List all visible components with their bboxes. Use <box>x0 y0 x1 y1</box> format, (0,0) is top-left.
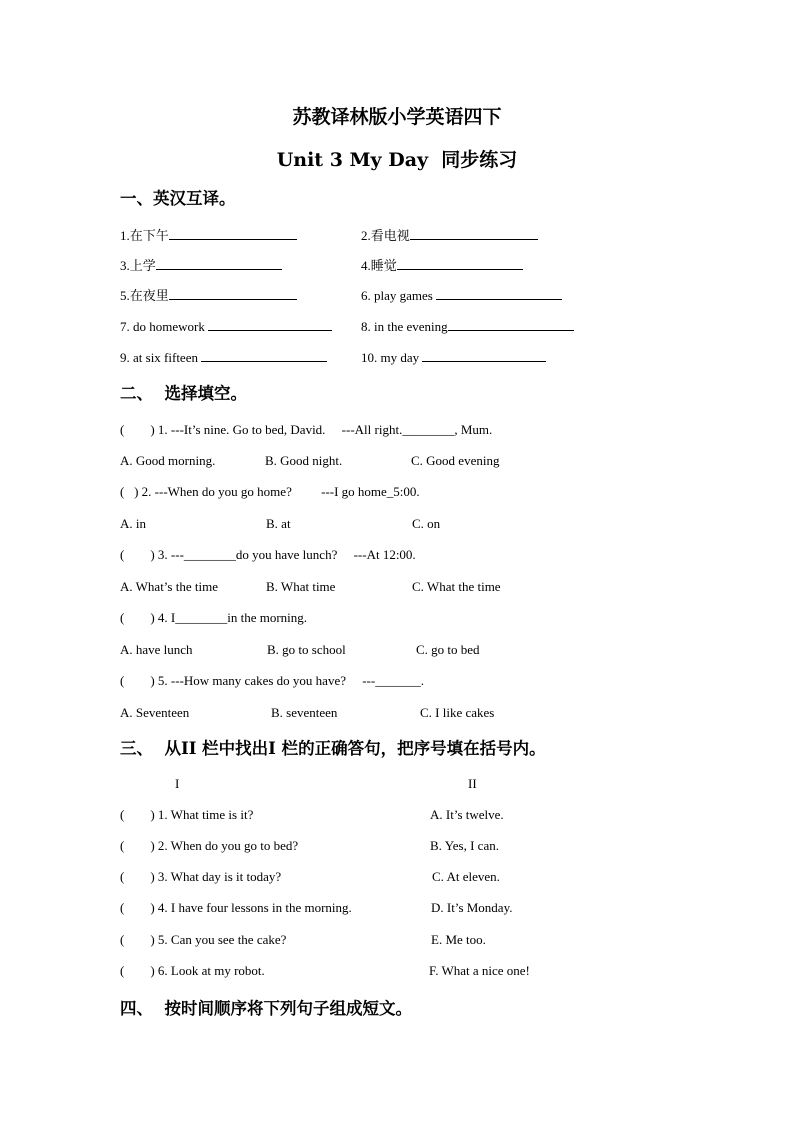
match-answer-b: B. Yes, I can. <box>430 838 499 853</box>
answer-blank[interactable] <box>436 287 562 300</box>
answer-blank[interactable] <box>156 257 282 270</box>
vocab-item-1-right: 2.看电视 <box>361 225 538 244</box>
choice-question-5: ( ) 5. ---How many cakes do you have? ---_______. <box>120 673 424 688</box>
vocab-item-2-left: 3.上学 <box>120 255 282 274</box>
section-heading-3: 三、 从II 栏中找出I 栏的正确答句，把序号填在括号内。 <box>120 739 546 758</box>
match-question-1: ( ) 1. What time is it? <box>120 807 254 822</box>
answer-blank[interactable] <box>397 257 523 270</box>
choice-question-3: ( ) 3. ---________do you have lunch? ---At 12:00. <box>120 547 416 562</box>
option-4a: A. have lunch <box>120 642 193 657</box>
option-4b: B. go to school <box>267 642 346 657</box>
option-1b: B. Good night. <box>265 453 343 468</box>
vocab-item-2-right: 4.睡觉 <box>361 255 523 274</box>
section-heading-4: 四、 按时间顺序将下列句子组成短文。 <box>120 999 412 1018</box>
option-1c: C. Good evening <box>411 453 500 468</box>
option-5c: C. I like cakes <box>420 705 495 720</box>
match-question-4: ( ) 4. I have four lessons in the morning. <box>120 900 352 915</box>
match-answer-a: A. It’s twelve. <box>430 807 504 822</box>
option-3a: A. What’s the time <box>120 579 218 594</box>
match-answer-e: E. Me too. <box>431 932 486 947</box>
column-header-ii: II <box>468 776 477 791</box>
answer-blank[interactable] <box>422 349 546 362</box>
vocab-item-3-left: 5.在夜里 <box>120 285 297 304</box>
option-2c: C. on <box>412 516 441 531</box>
option-1a: A. Good morning. <box>120 453 216 468</box>
vocab-item-4-right: 8. in the evening <box>361 318 574 335</box>
option-4c: C. go to bed <box>416 642 480 657</box>
document-subtitle: Unit 3 My Day 同步练习 <box>276 149 518 171</box>
option-2b: B. at <box>266 516 291 531</box>
vocab-item-5-left: 9. at six fifteen <box>120 349 327 366</box>
option-3c: C. What the time <box>412 579 501 594</box>
match-answer-d: D. It’s Monday. <box>431 900 513 915</box>
match-question-6: ( ) 6. Look at my robot. <box>120 963 265 978</box>
vocab-item-1-left: 1.在下午 <box>120 225 297 244</box>
option-5b: B. seventeen <box>271 705 338 720</box>
match-question-5: ( ) 5. Can you see the cake? <box>120 932 287 947</box>
option-3b: B. What time <box>266 579 336 594</box>
answer-blank[interactable] <box>208 318 332 331</box>
match-question-3: ( ) 3. What day is it today? <box>120 869 282 884</box>
answer-blank[interactable] <box>410 227 538 240</box>
choice-question-4: ( ) 4. I________in the morning. <box>120 610 308 625</box>
match-answer-c: C. At eleven. <box>432 869 500 884</box>
option-2a: A. in <box>120 516 146 531</box>
answer-blank[interactable] <box>201 349 327 362</box>
choice-question-2: ( ) 2. ---When do you go home? ---I go home_5:00. <box>120 484 420 499</box>
column-header-i: I <box>175 776 180 791</box>
section-heading-1: 一、英汉互译。 <box>120 189 236 208</box>
match-question-2: ( ) 2. When do you go to bed? <box>120 838 299 853</box>
answer-blank[interactable] <box>169 227 297 240</box>
choice-question-1: ( ) 1. ---It’s nine. Go to bed, David. ---All right.________, Mum. <box>120 422 493 437</box>
answer-blank[interactable] <box>169 287 297 300</box>
vocab-item-4-left: 7. do homework <box>120 318 332 335</box>
document-title: 苏教译林版小学英语四下 <box>292 106 502 128</box>
match-answer-f: F. What a nice one! <box>429 963 530 978</box>
answer-blank[interactable] <box>448 318 574 331</box>
option-5a: A. Seventeen <box>120 705 190 720</box>
vocab-item-5-right: 10. my day <box>361 349 546 366</box>
section-heading-2: 二、 选择填空。 <box>120 384 247 403</box>
vocab-item-3-right: 6. play games <box>361 287 562 304</box>
